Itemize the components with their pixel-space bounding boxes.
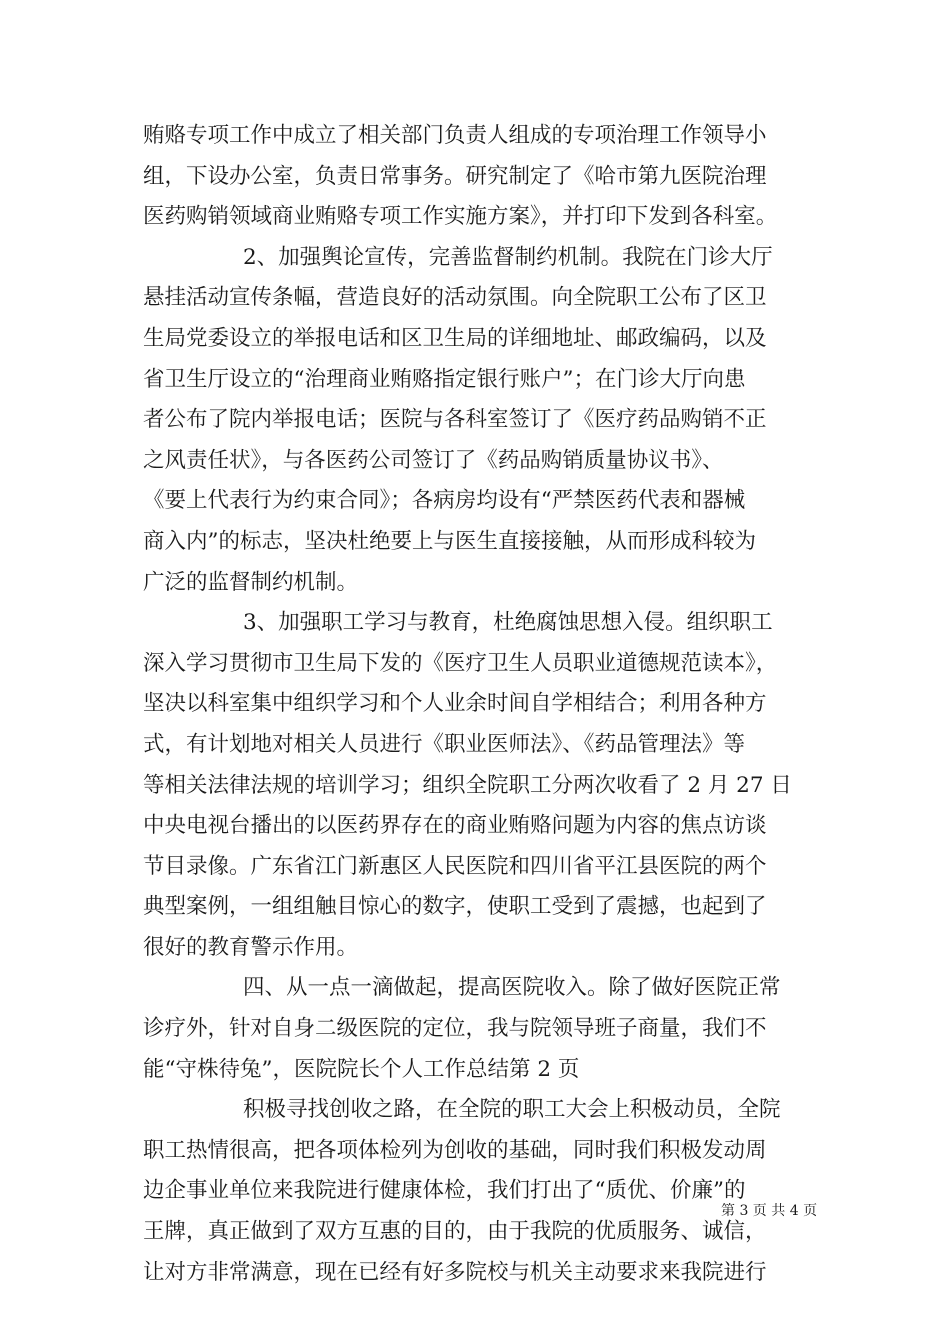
text-line: 职工热情很高，把各项体检列为创收的基础，同时我们积极发动周 — [143, 1137, 767, 1163]
text-line: 很好的教育警示作用。 — [143, 934, 359, 960]
text-line: 组，下设办公室，负责日常事务。研究制定了《哈市第九医院治理 — [143, 163, 767, 189]
text-line: 之风责任状》，与各医药公司签订了《药品购销质量协议书》、 — [143, 447, 724, 473]
text-line: 典型案例，一组组触目惊心的数字，使职工受到了震撼，也起到了 — [143, 894, 767, 920]
text-line: 2、加强舆论宣传，完善监督制约机制。我院在门诊大厅 — [243, 244, 773, 270]
text-line: 积极寻找创收之路，在全院的职工大会上积极动员，全院 — [243, 1097, 781, 1123]
body-text — [143, 116, 818, 1293]
text-line: 3、加强职工学习与教育，杜绝腐蚀思想入侵。组织职工 — [243, 610, 773, 636]
text-line: 诊疗外，针对自身二级医院的定位，我与院领导班子商量，我们不 — [143, 1016, 767, 1042]
text-line: 贿赂专项工作中成立了相关部门负责人组成的专项治理工作领导小 — [143, 123, 767, 148]
text-line: 节目录像。广东省江门新惠区人民医院和四川省平江县医院的两个 — [143, 853, 767, 879]
text-line: 省卫生厅设立的“治理商业贿赂指定银行账户”；在门诊大厅向患 — [143, 366, 746, 392]
text-line: 广泛的监督制约机制。 — [143, 569, 359, 595]
text-line: 中央电视台播出的以医药界存在的商业贿赂问题为内容的焦点访谈 — [143, 813, 767, 839]
text-line: 悬挂活动宣传条幅，营造良好的活动氛围。向全院职工公布了区卫 — [143, 285, 767, 311]
text-line: 四、从一点一滴做起，提高医院收入。除了做好医院正常 — [243, 975, 781, 1001]
text-line: 医药购销领域商业贿赂专项工作实施方案》，并打印下发到各科室。 — [143, 204, 778, 230]
text-line: 生局党委设立的举报电话和区卫生局的详细地址、邮政编码，以及 — [143, 325, 767, 351]
text-line: 能“守株待兔”，医院院长个人工作总结第 2 页 — [143, 1056, 580, 1082]
text-line: 者公布了院内举报电话；医院与各科室签订了《医疗药品购销不正 — [143, 407, 767, 433]
text-line: 王牌，真正做到了双方互惠的目的，由于我院的优质服务、诚信， — [143, 1219, 767, 1245]
text-line: 边企事业单位来我院进行健康体检，我们打出了“质优、价廉”的 — [143, 1178, 746, 1204]
text-line: 让对方非常满意，现在已经有好多院校与机关主动要求来我院进行 — [143, 1259, 767, 1285]
text-line: 式，有计划地对相关人员进行《职业医师法》、《药品管理法》等 — [143, 731, 746, 757]
text-line: 等相关法律法规的培训学习；组织全院职工分两次收看了 2 月 27 日 — [143, 772, 792, 798]
page-footer: 第 3 页 共 4 页 — [721, 1203, 818, 1219]
text-line: 商入内”的标志，坚决杜绝要上与医生直接接触，从而形成科较为 — [143, 528, 756, 554]
text-line: 坚决以科室集中组织学习和个人业余时间自学相结合；利用各种方 — [143, 691, 767, 717]
text-line: 深入学习贯彻市卫生局下发的《医疗卫生人员职业道德规范读本》， — [143, 650, 778, 676]
text-line: 《要上代表行为约束合同》；各病房均设有“严禁医药代表和器械 — [143, 488, 746, 514]
